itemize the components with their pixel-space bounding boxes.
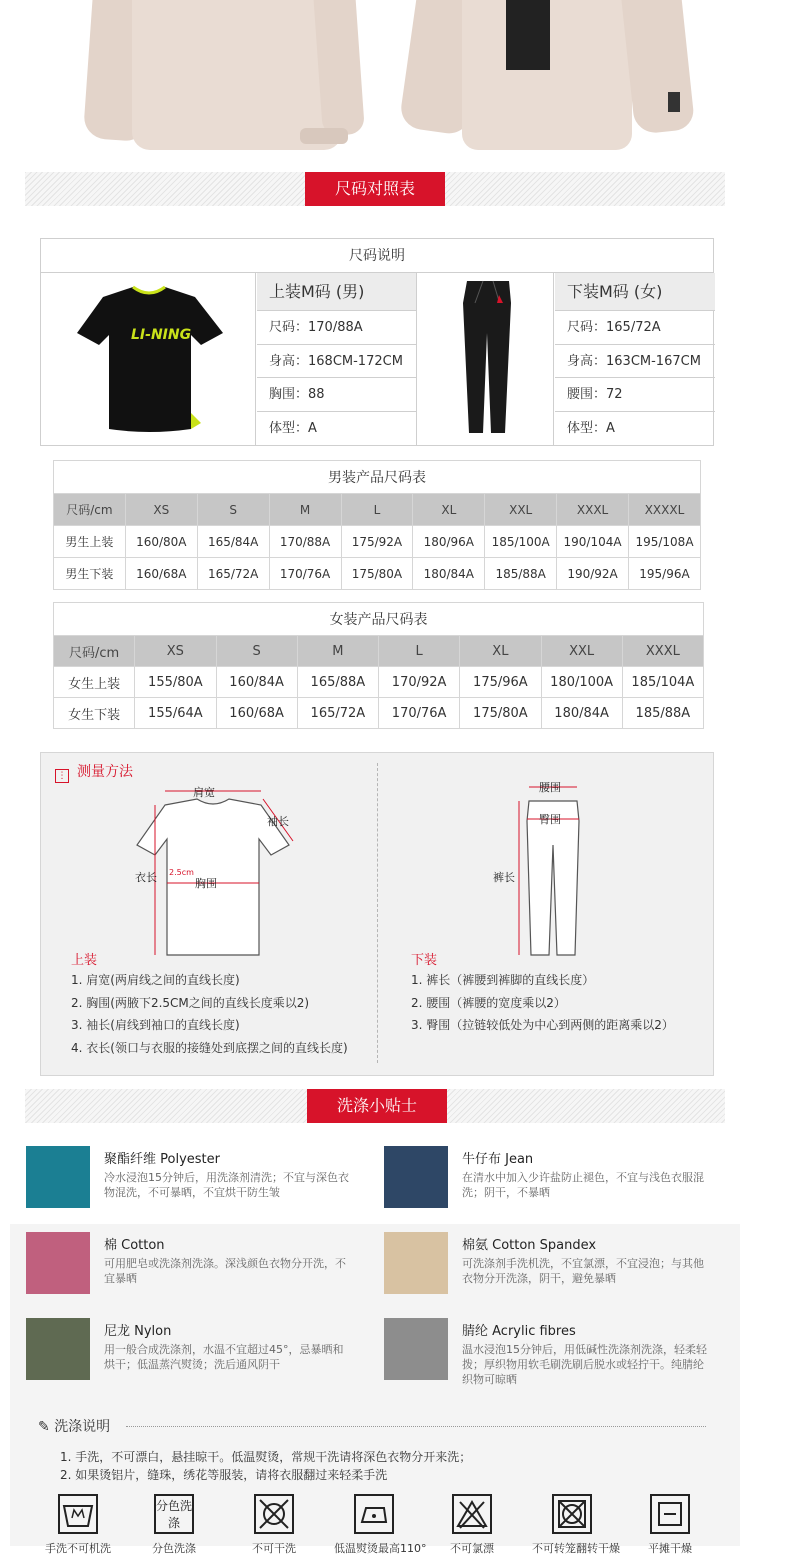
fabric-name: 牛仔布 Jean [462,1152,534,1167]
table-header-cell: XL [413,494,485,526]
care-item [38,1494,118,1556]
table-cell: 170/76A [269,558,341,590]
table-cell: 180/84A [541,698,622,729]
list-item: 1. 裤长（裤腰到裤脚的直线长度） [411,973,595,987]
table-cell: 175/92A [341,526,413,558]
hip-label: 臀围 [539,813,561,826]
bottom-spec-row: 身高：163CM-167CM [555,345,715,379]
fabric-name: 棉 Cotton [104,1238,165,1253]
care-label: 不可转笼翻转干燥 [532,1542,620,1555]
length-label: 衣长 [135,871,157,884]
fabric-desc: 温水浸泡15分钟后，用低碱性洗涤剂洗涤，轻柔轻拨；厚织物用软毛刷洗刷后脱水或轻拧干。纯腈纶织物可晾晒 [462,1343,707,1386]
top-spec-row: 尺码：170/88A [257,311,417,345]
waist-label: 腰围 [539,781,561,794]
acrylic-swatch [384,1318,448,1380]
list-item: 4. 衣长(领口与衣服的接缝处到底摆之间的直线长度) [71,1040,348,1055]
pants-image [416,273,554,446]
fabric-item-cotton-spandex [384,1232,714,1302]
fabric-desc: 可用肥皂或洗涤剂洗涤。深浅颜色衣物分开洗，不宜暴晒 [104,1257,346,1285]
top-spec-row: 身高：168CM-172CM [257,345,417,379]
wash-instructions-title [38,1416,110,1436]
table-header-cell: XS [125,494,197,526]
size-explain-box [40,238,714,446]
fabric-desc: 冷水浸泡15分钟后，用洗涤剂清洗；不宜与深色衣物混洗，不可暴晒，不宜烘干防生皱 [104,1171,349,1199]
wash-banner [25,1089,725,1123]
divider [377,763,378,1063]
tshirt-diagram [121,783,321,963]
nylon-swatch [26,1318,90,1380]
table-cell: 160/84A [216,667,297,698]
top-spec-row: 体型：A [269,420,317,436]
table-cell: 170/88A [269,526,341,558]
table-cell: 165/72A [297,698,378,729]
top-spec-heading: 上装M码 (男) [257,273,417,311]
fabric-name: 聚酯纤维 Polyester [104,1152,220,1167]
men-size-table [53,460,701,590]
top-spec-row: 胸围：88 [257,378,417,412]
fabric-name: 棉氨 Cotton Spandex [462,1238,597,1253]
table-row [54,698,704,729]
size-banner-label: 尺码对照表 [305,172,445,206]
table-header-cell: M [297,636,378,667]
women-table-title: 女装产品尺码表 [54,603,704,636]
fabric-desc: 在清水中加入少许盐防止褪色，不宜与浅色衣服混洗；阴干，不暴晒 [462,1171,704,1199]
bottom-spec-row: 体型：A [567,420,615,436]
fabric-item-acrylic [384,1318,714,1388]
dotted-divider [126,1426,706,1427]
size-explain-title: 尺码说明 [41,239,713,273]
women-size-table [53,602,704,729]
table-cell: 175/80A [341,558,413,590]
table-header-cell: 尺码/cm [54,494,126,526]
no-tumble-icon [552,1494,592,1534]
sleeve-label: 袖长 [267,815,289,828]
wash-line: 2. 如果烫铝片，缝珠，绣花等服装，请将衣服翻过来轻柔手洗 [60,1468,388,1482]
table-header-cell: L [341,494,413,526]
table-cell: 185/88A [485,558,557,590]
table-row [54,558,701,590]
table-cell: 165/72A [197,558,269,590]
table-cell: 195/96A [629,558,701,590]
table-cell: 155/64A [135,698,216,729]
fabric-name: 尼龙 Nylon [104,1324,172,1339]
table-header-cell: L [379,636,460,667]
product-photo [0,0,790,150]
fabric-desc: 可洗涤剂手洗机洗，不宜氯漂，不宜浸泡；与其他衣物分开洗涤，阴干，避免暴晒 [462,1257,704,1285]
svg-text:LI-NING: LI-NING [131,327,192,343]
table-cell: 180/84A [413,558,485,590]
edit-icon: ✎ [38,1419,50,1435]
print-graphic [506,0,550,70]
measure-section [40,752,714,1076]
jean-swatch [384,1146,448,1208]
sweatshirt-right-sleeve [313,0,365,136]
fabric-item-cotton [26,1232,356,1302]
iron-low-icon [354,1494,394,1534]
measure-title-text: 测量方法 [77,764,133,780]
table-cell: 180/96A [413,526,485,558]
wash-title-text: 洗涤说明 [54,1419,111,1435]
top-heading: 上装 [71,953,98,968]
table-header-cell: S [216,636,297,667]
list-item: 2. 胸围(两腋下2.5CM之间的直线长度乘以2) [71,995,310,1010]
care-label: 不可氯漂 [450,1542,494,1555]
table-cell: 女生下装 [54,698,135,729]
ruler-icon: ⋮ [55,769,69,783]
table-cell: 165/84A [197,526,269,558]
list-item: 3. 袖长(肩线到袖口的直线长度) [71,1018,240,1032]
pants-diagram [491,775,601,965]
top-measure-list [71,969,348,1059]
table-cell: 男生上装 [54,526,126,558]
care-label: 手洗不可机洗 [45,1542,111,1555]
hand-wash-icon [58,1494,98,1534]
fabric-item-nylon [26,1318,356,1388]
care-item [630,1494,710,1556]
table-cell: 男生下装 [54,558,126,590]
table-cell: 190/104A [557,526,629,558]
top-spec [257,273,417,445]
bottom-measure-list [411,969,674,1037]
bottom-spec-row: 尺码：165/72A [555,311,715,345]
sleeve-logo [668,92,680,112]
table-cell: 女生上装 [54,667,135,698]
care-item [234,1494,314,1556]
table-header-cell: XL [460,636,541,667]
offset-label: 2.5cm [169,868,194,877]
fabric-item-polyester [26,1146,356,1216]
bottom-heading: 下装 [411,953,438,968]
care-label: 低温熨烫最高110° [334,1542,427,1555]
care-label: 分色洗涤 [152,1542,196,1555]
table-cell: 170/76A [379,698,460,729]
table-cell: 160/80A [125,526,197,558]
list-item: 2. 腰围（裤腰的宽度乘以2） [411,995,566,1010]
care-item [334,1494,427,1556]
cuff [300,128,348,144]
table-row [54,526,701,558]
table-cell: 175/96A [460,667,541,698]
table-cell: 185/88A [622,698,703,729]
table-header-cell: XS [135,636,216,667]
bottom-spec-heading: 下装M码 (女) [555,273,715,311]
care-item [134,1494,214,1556]
wash-banner-label: 洗涤小贴士 [307,1089,447,1123]
care-label: 不可干洗 [252,1542,296,1555]
flat-dry-icon [650,1494,690,1534]
list-item: 3. 臀围（拉链较低处为中心到两侧的距离乘以2） [411,1018,674,1032]
fabric-item-jean [384,1146,714,1216]
chest-label: 胸围 [195,877,217,890]
cotton-spandex-swatch [384,1232,448,1294]
tshirt-image [41,273,256,446]
table-cell: 195/108A [629,526,701,558]
care-item [432,1494,512,1556]
table-cell: 160/68A [216,698,297,729]
care-item [532,1494,620,1556]
table-header-cell: XXXXL [629,494,701,526]
men-table-title: 男装产品尺码表 [54,461,701,494]
table-cell: 165/88A [297,667,378,698]
table-cell: 185/104A [622,667,703,698]
table-header-cell: XXL [541,636,622,667]
wash-line: 1. 手洗，不可漂白，悬挂晾干。低温熨烫，常规干洗请将深色衣物分开来洗； [60,1450,472,1464]
bottom-spec [555,273,715,445]
table-cell: 155/80A [135,667,216,698]
table-header-cell: XXXL [622,636,703,667]
shoulder-label: 肩宽 [193,786,215,799]
fabric-desc: 用一般合成洗涤剂，水温不宜超过45°，忌暴晒和烘干；低温蒸汽熨烫；洗后通风阴干 [104,1343,344,1371]
table-header-cell: XXXL [557,494,629,526]
no-bleach-icon [452,1494,492,1534]
polyester-swatch [26,1146,90,1208]
table-cell: 170/92A [379,667,460,698]
table-header-cell: M [269,494,341,526]
table-cell: 190/92A [557,558,629,590]
bottom-spec-row: 腰围：72 [555,378,715,412]
no-dry-clean-icon [254,1494,294,1534]
table-header-cell: XXL [485,494,557,526]
table-header-cell: 尺码/cm [54,636,135,667]
table-row [54,667,704,698]
list-item: 1. 肩宽(两肩线之间的直线长度) [71,973,240,987]
cotton-swatch [26,1232,90,1294]
table-cell: 175/80A [460,698,541,729]
pants-length-label: 裤长 [493,871,515,884]
separate-wash-icon: 分色洗涤 [154,1494,194,1534]
table-header-cell: S [197,494,269,526]
measure-title [55,761,133,783]
care-label: 平摊干燥 [648,1542,692,1555]
table-cell: 180/100A [541,667,622,698]
table-cell: 185/100A [485,526,557,558]
table-cell: 160/68A [125,558,197,590]
size-banner [25,172,725,206]
fabric-name: 腈纶 Acrylic fibres [462,1324,576,1339]
